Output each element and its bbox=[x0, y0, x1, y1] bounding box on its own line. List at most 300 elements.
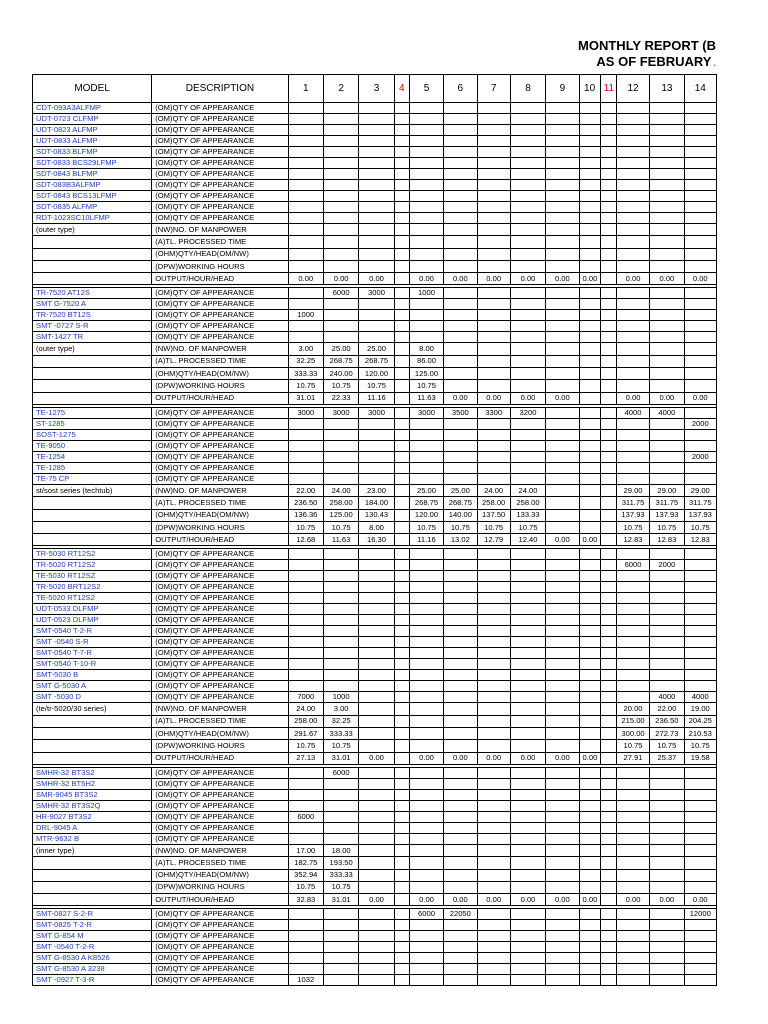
description-cell: (OM)QTY OF APPEARANCE bbox=[152, 953, 288, 964]
value-cell bbox=[444, 593, 477, 604]
value-cell bbox=[288, 800, 323, 811]
value-cell bbox=[477, 169, 510, 180]
value-cell bbox=[477, 462, 510, 473]
value-cell bbox=[288, 953, 323, 964]
value-cell bbox=[444, 169, 477, 180]
value-cell: 3000 bbox=[288, 407, 323, 418]
value-cell bbox=[359, 593, 394, 604]
value-cell bbox=[546, 670, 579, 681]
value-cell bbox=[477, 604, 510, 615]
value-cell bbox=[444, 368, 477, 380]
value-cell bbox=[579, 833, 600, 844]
value-cell bbox=[579, 473, 600, 484]
value-cell bbox=[409, 473, 443, 484]
value-cell bbox=[684, 224, 716, 236]
value-cell bbox=[650, 767, 684, 778]
value-cell bbox=[510, 260, 545, 272]
value-cell bbox=[546, 789, 579, 800]
value-cell bbox=[323, 604, 358, 615]
value-cell bbox=[444, 715, 477, 727]
value-cell bbox=[359, 767, 394, 778]
value-cell bbox=[579, 169, 600, 180]
value-cell bbox=[579, 811, 600, 822]
value-cell bbox=[650, 582, 684, 593]
value-cell bbox=[409, 260, 443, 272]
description-cell: (OM)QTY OF APPEARANCE bbox=[152, 593, 288, 604]
value-cell bbox=[579, 521, 600, 533]
value-cell bbox=[394, 637, 409, 648]
value-cell bbox=[409, 571, 443, 582]
table-row bbox=[33, 681, 717, 692]
value-cell bbox=[684, 648, 716, 659]
value-cell bbox=[323, 833, 358, 844]
value-cell bbox=[600, 343, 616, 355]
value-cell bbox=[616, 299, 649, 310]
value-cell bbox=[546, 740, 579, 752]
value-cell bbox=[444, 857, 477, 869]
value-cell bbox=[684, 942, 716, 953]
table-row bbox=[33, 857, 717, 869]
description-cell: (OM)QTY OF APPEARANCE bbox=[152, 767, 288, 778]
value-cell bbox=[477, 953, 510, 964]
value-cell bbox=[444, 549, 477, 560]
value-cell bbox=[359, 869, 394, 881]
value-cell bbox=[409, 681, 443, 692]
value-cell bbox=[650, 343, 684, 355]
value-cell bbox=[616, 202, 649, 213]
value-cell bbox=[444, 869, 477, 881]
value-cell bbox=[394, 560, 409, 571]
value-cell bbox=[616, 260, 649, 272]
value-cell bbox=[579, 670, 600, 681]
value-cell: 258.00 bbox=[323, 497, 358, 509]
value-cell bbox=[510, 462, 545, 473]
value-cell bbox=[546, 418, 579, 429]
table-row bbox=[33, 931, 717, 942]
value-cell bbox=[600, 604, 616, 615]
value-cell bbox=[359, 728, 394, 740]
value-cell: 352.94 bbox=[288, 869, 323, 881]
value-cell bbox=[684, 332, 716, 343]
value-cell: 215.00 bbox=[616, 715, 649, 727]
value-cell: 258.00 bbox=[510, 497, 545, 509]
value-cell bbox=[359, 310, 394, 321]
table-row bbox=[33, 248, 717, 260]
value-cell: 0.00 bbox=[359, 752, 394, 764]
model-cell: SDT-0835 ALFMP bbox=[33, 202, 152, 213]
value-cell bbox=[616, 136, 649, 147]
value-cell: 10.75 bbox=[650, 521, 684, 533]
value-cell bbox=[684, 549, 716, 560]
value-cell: 10.75 bbox=[288, 881, 323, 893]
table-row bbox=[33, 869, 717, 881]
model-cell: UDT-0723 CLFMP bbox=[33, 114, 152, 125]
value-cell bbox=[477, 615, 510, 626]
value-cell bbox=[616, 964, 649, 975]
value-cell bbox=[359, 299, 394, 310]
value-cell bbox=[477, 728, 510, 740]
value-cell bbox=[510, 169, 545, 180]
description-cell: (OM)QTY OF APPEARANCE bbox=[152, 822, 288, 833]
description-cell: (OM)QTY OF APPEARANCE bbox=[152, 180, 288, 191]
value-cell bbox=[616, 180, 649, 191]
value-cell bbox=[684, 310, 716, 321]
table-row bbox=[33, 407, 717, 418]
value-cell: 10.75 bbox=[359, 380, 394, 392]
value-cell bbox=[579, 800, 600, 811]
value-cell bbox=[323, 571, 358, 582]
value-cell bbox=[323, 549, 358, 560]
value-cell bbox=[510, 920, 545, 931]
value-cell bbox=[288, 909, 323, 920]
value-cell: 25.00 bbox=[323, 343, 358, 355]
table-row bbox=[33, 778, 717, 789]
value-cell bbox=[600, 392, 616, 404]
value-cell bbox=[394, 648, 409, 659]
value-cell bbox=[394, 778, 409, 789]
value-cell bbox=[600, 224, 616, 236]
value-cell bbox=[616, 869, 649, 881]
value-cell: 10.75 bbox=[323, 380, 358, 392]
value-cell bbox=[650, 844, 684, 856]
value-cell bbox=[288, 136, 323, 147]
value-cell bbox=[650, 953, 684, 964]
value-cell bbox=[546, 332, 579, 343]
value-cell bbox=[359, 180, 394, 191]
value-cell bbox=[600, 332, 616, 343]
description-cell: (NW)NO. OF MANPOWER bbox=[152, 224, 288, 236]
table-row bbox=[33, 728, 717, 740]
value-cell bbox=[600, 534, 616, 546]
value-cell bbox=[650, 440, 684, 451]
value-cell: 86.00 bbox=[409, 355, 443, 367]
value-cell bbox=[600, 953, 616, 964]
description-cell: (OM)QTY OF APPEARANCE bbox=[152, 811, 288, 822]
value-cell bbox=[477, 659, 510, 670]
value-cell bbox=[409, 236, 443, 248]
value-cell: 182.75 bbox=[288, 857, 323, 869]
value-cell bbox=[510, 418, 545, 429]
value-cell bbox=[546, 909, 579, 920]
value-cell: 3000 bbox=[409, 407, 443, 418]
value-cell bbox=[288, 114, 323, 125]
value-cell bbox=[650, 881, 684, 893]
value-cell: 311.75 bbox=[684, 497, 716, 509]
value-cell bbox=[616, 343, 649, 355]
value-cell bbox=[444, 158, 477, 169]
value-cell bbox=[546, 571, 579, 582]
value-cell: 2000 bbox=[684, 418, 716, 429]
value-cell bbox=[359, 549, 394, 560]
description-cell: (OM)QTY OF APPEARANCE bbox=[152, 778, 288, 789]
value-cell bbox=[600, 248, 616, 260]
table-row bbox=[33, 615, 717, 626]
model-cell bbox=[33, 881, 152, 893]
value-cell bbox=[684, 288, 716, 299]
value-cell bbox=[650, 260, 684, 272]
value-cell: 125.00 bbox=[323, 509, 358, 521]
value-cell bbox=[684, 789, 716, 800]
value-cell bbox=[394, 407, 409, 418]
table-row bbox=[33, 484, 717, 496]
value-cell bbox=[546, 521, 579, 533]
table-row bbox=[33, 789, 717, 800]
value-cell bbox=[510, 180, 545, 191]
value-cell: 0.00 bbox=[650, 273, 684, 285]
value-cell bbox=[546, 451, 579, 462]
value-cell bbox=[600, 273, 616, 285]
value-cell bbox=[616, 637, 649, 648]
value-cell bbox=[444, 299, 477, 310]
value-cell bbox=[444, 789, 477, 800]
value-cell: 3000 bbox=[359, 407, 394, 418]
value-cell bbox=[684, 964, 716, 975]
value-cell: 268.75 bbox=[444, 497, 477, 509]
value-cell: 0.00 bbox=[579, 752, 600, 764]
value-cell bbox=[510, 560, 545, 571]
value-cell: 12.40 bbox=[510, 534, 545, 546]
value-cell bbox=[409, 169, 443, 180]
value-cell bbox=[650, 626, 684, 637]
value-cell bbox=[600, 440, 616, 451]
model-cell: ST-1285 bbox=[33, 418, 152, 429]
value-cell bbox=[616, 368, 649, 380]
value-cell bbox=[323, 321, 358, 332]
value-cell bbox=[444, 180, 477, 191]
value-cell bbox=[394, 703, 409, 715]
model-cell bbox=[33, 380, 152, 392]
value-cell bbox=[510, 615, 545, 626]
value-cell bbox=[600, 497, 616, 509]
value-cell bbox=[323, 191, 358, 202]
table-row bbox=[33, 811, 717, 822]
value-cell bbox=[579, 844, 600, 856]
value-cell bbox=[510, 429, 545, 440]
value-cell bbox=[444, 637, 477, 648]
value-cell bbox=[684, 158, 716, 169]
value-cell bbox=[394, 822, 409, 833]
value-cell: 0.00 bbox=[546, 752, 579, 764]
value-cell bbox=[394, 202, 409, 213]
value-cell bbox=[409, 728, 443, 740]
table-row bbox=[33, 343, 717, 355]
value-cell bbox=[323, 909, 358, 920]
value-cell bbox=[359, 213, 394, 224]
value-cell bbox=[616, 593, 649, 604]
day-column-header-9: 9 bbox=[546, 75, 579, 103]
value-cell bbox=[650, 103, 684, 114]
value-cell bbox=[546, 440, 579, 451]
value-cell: 31.01 bbox=[323, 894, 358, 906]
value-cell bbox=[477, 248, 510, 260]
description-cell: (OM)QTY OF APPEARANCE bbox=[152, 462, 288, 473]
model-cell: SMT G-7520 A bbox=[33, 299, 152, 310]
value-cell bbox=[616, 909, 649, 920]
value-cell bbox=[409, 213, 443, 224]
value-cell bbox=[579, 715, 600, 727]
value-cell bbox=[546, 560, 579, 571]
value-cell bbox=[394, 521, 409, 533]
value-cell bbox=[684, 429, 716, 440]
value-cell bbox=[359, 429, 394, 440]
value-cell bbox=[616, 953, 649, 964]
value-cell bbox=[323, 451, 358, 462]
value-cell bbox=[323, 332, 358, 343]
value-cell bbox=[616, 451, 649, 462]
value-cell bbox=[684, 114, 716, 125]
value-cell bbox=[650, 942, 684, 953]
value-cell: 6000 bbox=[288, 811, 323, 822]
value-cell: 10.75 bbox=[323, 521, 358, 533]
day-column-header-10: 10 bbox=[579, 75, 600, 103]
value-cell bbox=[546, 407, 579, 418]
model-cell bbox=[33, 392, 152, 404]
value-cell bbox=[409, 136, 443, 147]
value-cell bbox=[323, 626, 358, 637]
value-cell: 0.00 bbox=[616, 392, 649, 404]
value-cell bbox=[684, 833, 716, 844]
description-cell: (OM)QTY OF APPEARANCE bbox=[152, 975, 288, 986]
value-cell bbox=[579, 964, 600, 975]
table-row bbox=[33, 844, 717, 856]
value-cell bbox=[477, 648, 510, 659]
value-cell bbox=[359, 844, 394, 856]
value-cell bbox=[444, 844, 477, 856]
value-cell: 137.93 bbox=[684, 509, 716, 521]
value-cell bbox=[477, 114, 510, 125]
value-cell: 18.00 bbox=[323, 844, 358, 856]
value-cell bbox=[600, 321, 616, 332]
value-cell bbox=[477, 549, 510, 560]
value-cell bbox=[510, 789, 545, 800]
value-cell bbox=[359, 418, 394, 429]
table-row bbox=[33, 380, 717, 392]
value-cell bbox=[650, 451, 684, 462]
value-cell bbox=[444, 202, 477, 213]
value-cell bbox=[477, 789, 510, 800]
value-cell: 333.33 bbox=[323, 728, 358, 740]
value-cell bbox=[323, 811, 358, 822]
value-cell: 32.25 bbox=[323, 715, 358, 727]
value-cell bbox=[684, 380, 716, 392]
value-cell bbox=[394, 857, 409, 869]
value-cell bbox=[477, 833, 510, 844]
value-cell: 0.00 bbox=[510, 273, 545, 285]
value-cell bbox=[650, 857, 684, 869]
model-cell: CDT-093A3ALFMP bbox=[33, 103, 152, 114]
model-cell bbox=[33, 509, 152, 521]
value-cell: 29.00 bbox=[650, 484, 684, 496]
value-cell bbox=[477, 822, 510, 833]
report-title: MONTHLY REPORT (B bbox=[578, 38, 716, 53]
table-row bbox=[33, 368, 717, 380]
value-cell bbox=[546, 648, 579, 659]
value-cell bbox=[359, 473, 394, 484]
value-cell bbox=[579, 407, 600, 418]
value-cell: 29.00 bbox=[616, 484, 649, 496]
value-cell bbox=[409, 582, 443, 593]
value-cell bbox=[510, 767, 545, 778]
value-cell bbox=[409, 953, 443, 964]
description-cell: (OM)QTY OF APPEARANCE bbox=[152, 571, 288, 582]
value-cell bbox=[510, 224, 545, 236]
model-cell: MTR-9632 B bbox=[33, 833, 152, 844]
value-cell bbox=[650, 571, 684, 582]
value-cell bbox=[444, 681, 477, 692]
description-cell: (A)TL. PROCESSED TIME bbox=[152, 355, 288, 367]
table-row bbox=[33, 560, 717, 571]
model-cell: SMT -0540 T-2-R bbox=[33, 942, 152, 953]
value-cell bbox=[444, 659, 477, 670]
value-cell bbox=[546, 626, 579, 637]
value-cell bbox=[477, 560, 510, 571]
value-cell bbox=[616, 418, 649, 429]
value-cell bbox=[409, 125, 443, 136]
value-cell: 204.25 bbox=[684, 715, 716, 727]
value-cell bbox=[288, 964, 323, 975]
value-cell bbox=[600, 407, 616, 418]
value-cell bbox=[477, 881, 510, 893]
value-cell bbox=[600, 920, 616, 931]
value-cell: 27.91 bbox=[616, 752, 649, 764]
value-cell bbox=[684, 180, 716, 191]
value-cell bbox=[394, 392, 409, 404]
description-cell: (OM)QTY OF APPEARANCE bbox=[152, 692, 288, 703]
value-cell bbox=[288, 659, 323, 670]
value-cell: 10.75 bbox=[288, 521, 323, 533]
value-cell bbox=[579, 180, 600, 191]
value-cell bbox=[510, 740, 545, 752]
value-cell bbox=[684, 125, 716, 136]
table-row bbox=[33, 473, 717, 484]
value-cell bbox=[616, 692, 649, 703]
value-cell bbox=[409, 975, 443, 986]
value-cell bbox=[546, 484, 579, 496]
value-cell bbox=[616, 822, 649, 833]
value-cell bbox=[650, 909, 684, 920]
value-cell bbox=[546, 248, 579, 260]
model-cell: (te/tr-5020/30 series) bbox=[33, 703, 152, 715]
value-cell bbox=[510, 681, 545, 692]
value-cell bbox=[510, 869, 545, 881]
value-cell bbox=[684, 407, 716, 418]
value-cell bbox=[288, 822, 323, 833]
model-cell: TR-5020 BRT12S2 bbox=[33, 582, 152, 593]
value-cell bbox=[409, 147, 443, 158]
day-column-header-4: 4 bbox=[394, 75, 409, 103]
value-cell bbox=[359, 740, 394, 752]
description-cell: (OM)QTY OF APPEARANCE bbox=[152, 582, 288, 593]
value-cell bbox=[409, 332, 443, 343]
value-cell bbox=[394, 429, 409, 440]
value-cell bbox=[600, 169, 616, 180]
value-cell bbox=[444, 260, 477, 272]
description-cell: (OM)QTY OF APPEARANCE bbox=[152, 299, 288, 310]
value-cell bbox=[394, 224, 409, 236]
value-cell bbox=[546, 473, 579, 484]
value-cell: 12.83 bbox=[616, 534, 649, 546]
value-cell bbox=[288, 942, 323, 953]
value-cell bbox=[650, 213, 684, 224]
description-cell: OUTPUT/HOUR/HEAD bbox=[152, 273, 288, 285]
value-cell: 0.00 bbox=[510, 392, 545, 404]
value-cell bbox=[288, 920, 323, 931]
value-cell: 7000 bbox=[288, 692, 323, 703]
description-cell: (OM)QTY OF APPEARANCE bbox=[152, 169, 288, 180]
value-cell bbox=[600, 692, 616, 703]
value-cell bbox=[579, 224, 600, 236]
value-cell bbox=[579, 310, 600, 321]
